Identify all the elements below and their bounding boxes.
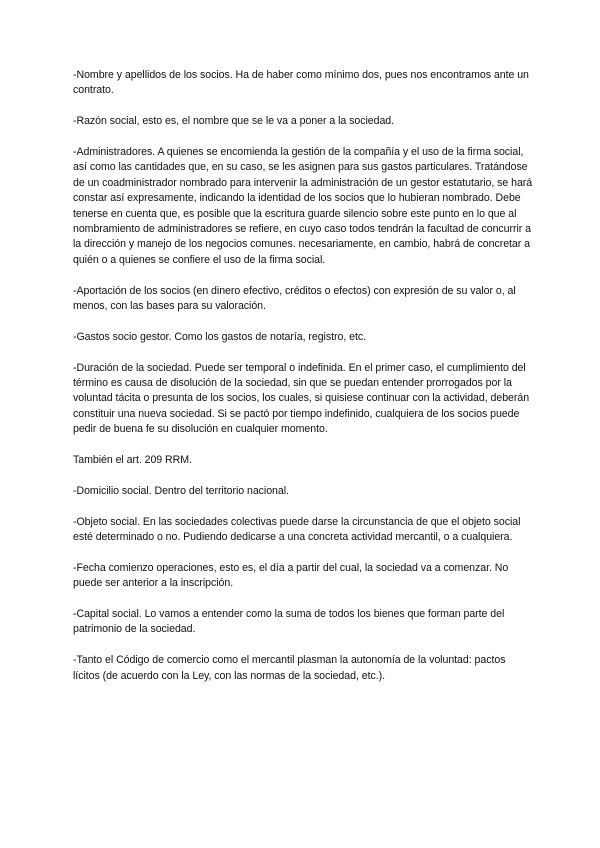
paragraph-articulo-rrm: También el art. 209 RRM. [73, 454, 192, 467]
paragraph-domicilio-social: -Domicilio social. Dentro del territorio nacional. [73, 484, 289, 497]
paragraph-gastos-socio-gestor: -Gastos socio gestor. Como los gastos de notaría, registro, etc. [73, 330, 366, 343]
paragraph-administradores: -Administradores. A quienes se encomienda la gestión de la compañía y el uso de la firma social, así como las cantidades que, en su caso, se les asignen para sus gastos particulares. Tratándose de un coadministrador nombrado para intervenir la administración de un gestor estatutario, se hará constar así expresamente, indicando la identidad de los socios que lo hubieran nombrado. Debe tenerse en cuenta que, es posible que la escritura guarde silencio sobre este punto en lo que al nombramiento de administradores se refiere, en cuyo caso todos tendrán la facultad de concurrir a la dirección y manejo de los negocios comunes. necesariamente, en cambio, habrá de concretar a quién o a quienes se confiere el uso de la firma social. [73, 146, 533, 266]
paragraph-autonomia-voluntad: -Tanto el Código de comercio como el mercantil plasman la autonomía de la voluntad: pactos lícitos (de acuerdo con la Ley, con las normas de la sociedad, etc.). [73, 654, 506, 682]
paragraph-duracion-sociedad: -Duración de la sociedad. Puede ser temporal o indefinida. En el primer caso, el cumplimiento del término es causa de disolución de la sociedad, sin que se puedan entender prorrogados por la voluntad tácita o presunta de los socios, los cuales, si quisiese continuar con la actividad, deberán constituir una nueva sociedad. Si se pactó por tiempo indefinido, cualquiera de los socios puede pedir de buena fe su disolución en cualquier momento. [73, 361, 530, 436]
paragraph-aportacion-socios: -Aportación de los socios (en dinero efectivo, créditos o efectos) con expresión de su valor o, al menos, con las bases para su valoración. [73, 284, 516, 313]
paragraph-razon-social: -Razón social, esto es, el nombre que se le va a poner a la sociedad. [73, 115, 395, 128]
document-body [73, 68, 533, 699]
paragraph-fecha-comienzo: -Fecha comienzo operaciones, esto es, el día a partir del cual, la sociedad va a comenzar. No puede ser anterior a la inscripción. [73, 561, 509, 590]
paragraph-nombre-socios: -Nombre y apellidos de los socios. Ha de haber como mínimo dos, pues nos encontramos ante un contrato. [73, 69, 529, 97]
paragraph-capital-social: -Capital social. Lo vamos a entender como la suma de todos los bienes que forman parte del patrimonio de la sociedad. [73, 608, 505, 636]
paragraph-objeto-social: -Objeto social. En las sociedades colectivas puede darse la circunstancia de que el objeto social esté determinado o no. Pudiendo dedicarse a una concreta actividad mercantil, o a cualquiera. [73, 515, 521, 544]
